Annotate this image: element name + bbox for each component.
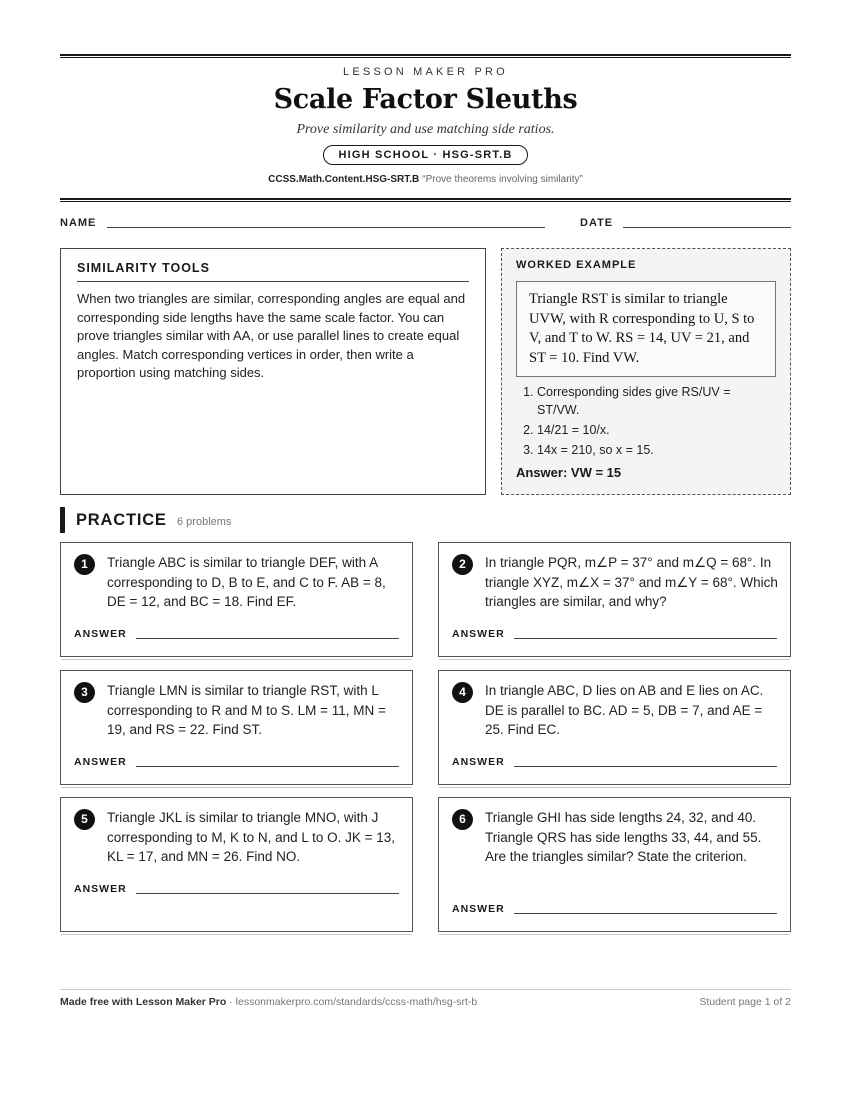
level-wrap [60,145,791,165]
problem-text: Triangle JKL is similar to triangle MNO, with J corresponding to M, K to N, and L to O. JK = 13, KL = 17, and MN = 26. Find NO. [107,810,396,864]
problem-number-badge: 5 [74,809,95,830]
similarity-tools-box [60,248,486,495]
worked-example-box [501,248,791,495]
problem-card-3 [60,670,413,785]
problem-card-4 [438,670,791,785]
answer-label: ANSWER [452,756,505,768]
problem-number-badge: 3 [74,682,95,703]
example-answer: Answer: VW = 15 [516,465,622,480]
footer-url[interactable]: · lessonmakerpro.com/standards/ccss-math/hsg-srt-b [226,996,478,1008]
practice-accent-bar [60,507,65,533]
answer-label: ANSWER [74,883,127,895]
problem-text: Triangle GHI has side lengths 24, 32, and 40. Triangle QRS has side lengths 33, 44, and 55. Are the triangles similar? State the criterion. [485,810,762,864]
answer-label: ANSWER [74,628,127,640]
problem-number-badge: 6 [452,809,473,830]
problem-text: Triangle LMN is similar to triangle RST, with L corresponding to R and M to S. LM = 11, MN = 19, and RS = 22. Find ST. [107,683,386,737]
standard-reference [60,174,791,185]
problem-text: Triangle ABC is similar to triangle DEF, with A corresponding to D, B to E, and C to F. AB = 8, DE = 12, and BC = 18. Find EF. [107,555,386,609]
footer-rule [60,989,791,990]
problem-card-5 [60,797,413,932]
header-bottom-rule [60,198,791,202]
brand-label: LESSON MAKER PRO [343,66,508,78]
answer-line[interactable] [136,893,399,894]
example-step: 2. 14/21 = 10/x. [537,421,776,439]
tools-heading: SIMILARITY TOOLS [77,261,469,282]
answer-label: ANSWER [74,756,127,768]
answer-row [452,756,777,770]
example-step: 3. 14x = 210, so x = 15. [537,441,776,459]
answer-row [452,628,777,642]
answer-row [452,903,777,917]
date-field-line[interactable] [623,227,791,228]
answer-line[interactable] [136,766,399,767]
worksheet-page [60,0,791,1100]
name-date-row [60,217,791,233]
example-heading: WORKED EXAMPLE [516,259,637,271]
worksheet-subtitle: Prove similarity and use matching side ratios. [296,122,555,137]
answer-line[interactable] [514,638,777,639]
answer-row [74,756,399,770]
problem-number-badge: 2 [452,554,473,575]
example-step: 1. Corresponding sides give RS/UV = ST/VW. [537,383,776,419]
problem-text: In triangle PQR, m∠P = 37° and m∠Q = 68°. In triangle XYZ, m∠X = 37° and m∠Y = 68°. Which triangles are similar, and why? [485,555,778,609]
answer-row [74,628,399,642]
problem-number-badge: 4 [452,682,473,703]
problem-number-badge: 1 [74,554,95,575]
problem-card-1 [60,542,413,657]
answer-row [74,883,399,897]
name-label: NAME [60,217,97,229]
tools-body-text: When two triangles are similar, corresponding angles are equal and corresponding side lengths have the same scale factor. You can prove triangles similar with AA, or use parallel lines to create equal angles. Match corresponding vertices in order, then write a proportion using matching sides. [77,291,466,380]
practice-count: 6 problems [177,516,232,528]
footer-page-number: Student page 1 of 2 [699,996,791,1008]
problem-card-6 [438,797,791,932]
problem-card-2 [438,542,791,657]
header-top-rule [60,54,791,58]
answer-line[interactable] [136,638,399,639]
answer-line[interactable] [514,913,777,914]
standard-code: CCSS.Math.Content.HSG-SRT.B [268,174,420,185]
answer-label: ANSWER [452,903,505,915]
footer-credit [60,996,477,1008]
answer-label: ANSWER [452,628,505,640]
example-steps [516,383,776,459]
date-label: DATE [580,217,614,229]
footer-made-with: Made free with Lesson Maker Pro [60,996,227,1008]
name-field-line[interactable] [107,227,545,228]
standard-quote: “Prove theorems involving similarity” [422,174,583,185]
problem-text: In triangle ABC, D lies on AB and E lies on AC. DE is parallel to BC. AD = 5, DB = 7, and AE = 25. Find EC. [485,683,764,737]
level-badge: HIGH SCHOOL · HSG-SRT.B [323,145,527,165]
worksheet-title: Scale Factor Sleuths [273,84,578,115]
example-problem: Triangle RST is similar to triangle UVW, with R corresponding to U, S to V, and T to W. RS = 14, UV = 21, and ST = 10. Find VW. [516,281,776,377]
practice-title: PRACTICE [76,511,167,529]
answer-line[interactable] [514,766,777,767]
